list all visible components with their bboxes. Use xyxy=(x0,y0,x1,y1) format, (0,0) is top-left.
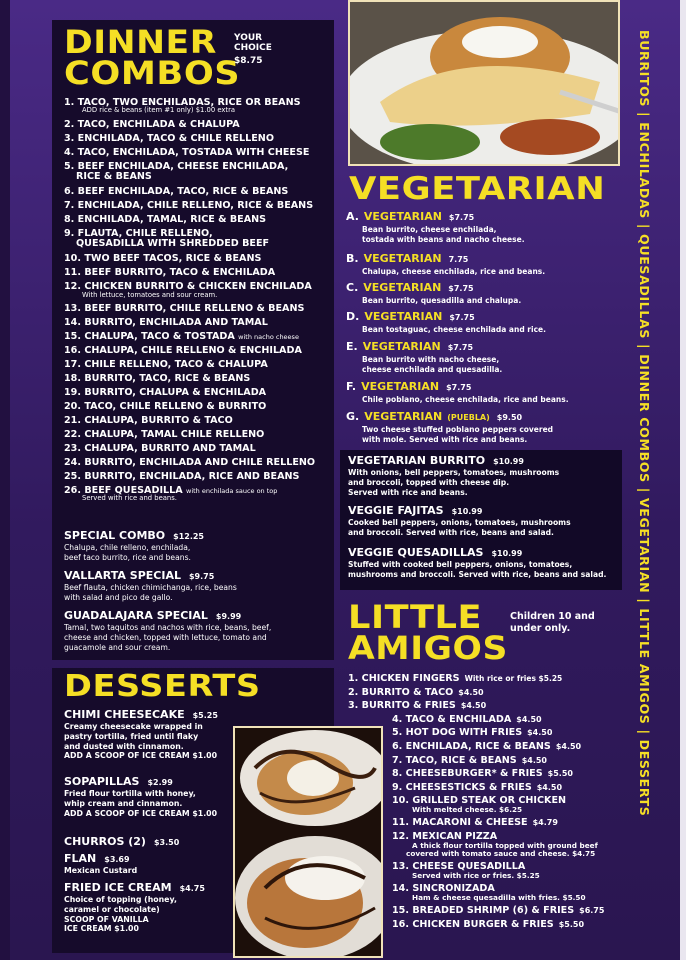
special-price: $9.75 xyxy=(188,572,215,581)
veg-name: VEGETARIAN xyxy=(364,410,443,423)
combo-item: 17. CHILE RELLENO, TACO & CHALUPA xyxy=(64,359,268,370)
amigo-item: 14. SINCRONIZADA xyxy=(392,883,495,895)
combo-item: 4. TACO, ENCHILADA, TOSTADA WITH CHEESE xyxy=(64,146,310,158)
dessert-price: $3.69 xyxy=(104,855,130,864)
dessert-name: CHURROS (2) $3.50 xyxy=(64,835,180,848)
combo-item: 9. FLAUTA, CHILE RELLENO, xyxy=(64,228,213,239)
dessert-photo xyxy=(233,726,383,958)
veg-price: $7.75 xyxy=(446,383,472,392)
dessert-desc: ADD A SCOOP OF ICE CREAM $1.00 xyxy=(64,808,218,818)
amigo-item: 5. HOT DOG WITH FRIES $4.50 xyxy=(392,727,553,739)
veg-price: $9.50 xyxy=(496,413,523,422)
amigo-item: 15. BREADED SHRIMP (6) & FRIES $6.75 xyxy=(392,905,605,917)
amigo-item: 12. MEXICAN PIZZA xyxy=(392,831,498,842)
dessert-desc: caramel or chocolate) xyxy=(64,904,160,914)
combo-item: 15. CHALUPA, TACO & TOSTADA with nacho cheese xyxy=(64,331,299,342)
amigo-sub: Ham & cheese quesadilla with fries. $5.50 xyxy=(412,893,586,902)
amigo-price: $6.75 xyxy=(579,906,605,916)
combo-item: 20. TACO, CHILE RELLENO & BURRITO xyxy=(64,401,267,412)
amigo-item: 16. CHICKEN BURGER & FRIES $5.50 xyxy=(392,919,585,930)
dinner-title-line1: DINNER xyxy=(64,23,217,61)
amigo-item: 2. BURRITO & TACO $4.50 xyxy=(348,686,484,698)
veg-extra-desc: and broccoli. Served with rice, beans and salad. xyxy=(348,527,554,537)
veg-desc: Bean burrito, quesadilla and chalupa. xyxy=(362,296,522,305)
special-desc: beef taco burrito, rice and beans. xyxy=(64,552,191,562)
dessert-desc: Fried flour tortilla with honey, xyxy=(64,789,196,798)
veg-extra-name: VEGETARIAN BURRITO $10.99 xyxy=(348,454,524,467)
amigo-price: $4.50 xyxy=(555,742,582,751)
special-desc: Tamal, two taquitos and nachos with rice, beans, beef, xyxy=(64,623,272,632)
dessert-price: $2.99 xyxy=(147,778,173,787)
veg-desc: Bean burrito with nacho cheese, xyxy=(362,355,500,364)
veg-extra-desc: With onions, bell peppers, tomatoes, mushrooms xyxy=(348,468,560,477)
veg-desc: Two cheese stuffed poblano peppers covered xyxy=(362,425,554,434)
combo-item: 19. BURRITO, CHALUPA & ENCHILADA xyxy=(64,387,267,398)
veg-desc: tostada with beans and nacho cheese. xyxy=(362,234,525,244)
combo-item: 3. ENCHILADA, TACO & CHILE RELLENO xyxy=(64,132,274,144)
dessert-price: $4.75 xyxy=(179,884,205,893)
combo-item: 6. BEEF ENCHILADA, TACO, RICE & BEANS xyxy=(64,186,289,197)
veg-extra-price: $10.99 xyxy=(491,549,523,558)
veg-price: $7.75 xyxy=(448,284,474,293)
amigo-note: With rice or fries $5.25 xyxy=(464,674,563,683)
amigo-price: $5.50 xyxy=(547,769,573,779)
veg-item: B. VEGETARIAN 7.75 xyxy=(346,252,469,265)
veg-name: VEGETARIAN xyxy=(361,380,440,393)
category-sidebar xyxy=(622,30,656,930)
dessert-desc: pastry tortilla, fried until flaky xyxy=(64,731,199,741)
dessert-name: FRIED ICE CREAM $4.75 xyxy=(64,881,205,894)
veg-extra-price: $10.99 xyxy=(451,507,483,516)
dessert-desc: ADD A SCOOP OF ICE CREAM $1.00 xyxy=(64,751,218,761)
combo-item: 24. BURRITO, ENCHILADA AND CHILE RELLENO xyxy=(64,457,316,468)
dessert-price: $5.25 xyxy=(192,711,218,720)
dessert-desc: ICE CREAM $1.00 xyxy=(64,924,139,934)
dinner-note-price: $8.75 xyxy=(234,56,263,66)
veg-extra-price: $10.99 xyxy=(493,457,524,466)
dessert-desc: Mexican Custard xyxy=(64,866,138,875)
amigo-item: 1. CHICKEN FINGERS With rice or fries $5.25 xyxy=(348,673,563,684)
combo-item-note: with enchilada sauce on top xyxy=(186,487,278,495)
veg-desc: Bean tostaguac, cheese enchilada and rice. xyxy=(362,325,546,334)
amigo-item: 13. CHEESE QUESADILLA xyxy=(392,861,526,873)
combo-item: 11. BEEF BURRITO, TACO & ENCHILADA xyxy=(64,267,276,279)
veg-item: D. VEGETARIAN $7.75 xyxy=(346,310,475,323)
amigos-title-line2: AMIGOS xyxy=(348,629,508,667)
combo-item: 10. TWO BEEF TACOS, RICE & BEANS xyxy=(64,253,262,265)
special-desc: guacamole and sour cream. xyxy=(64,642,171,652)
combo-item: 21. CHALUPA, BURRITO & TACO xyxy=(64,415,233,426)
amigo-item: 3. BURRITO & FRIES $4.50 xyxy=(348,700,487,712)
veg-desc: with mole. Served with rice and beans. xyxy=(362,434,528,444)
amigo-item: 4. TACO & ENCHILADA $4.50 xyxy=(392,713,542,725)
special-desc: cheese and chicken, topped with lettuce, tomato and xyxy=(64,632,267,642)
amigo-item: 11. MACARONI & CHEESE $4.79 xyxy=(392,817,558,829)
amigo-price: $5.50 xyxy=(558,920,585,929)
veg-extra-desc: Cooked bell peppers, onions, tomatoes, mushrooms xyxy=(348,518,571,527)
dessert-price: $3.50 xyxy=(153,838,180,847)
combo-item: 16. CHALUPA, CHILE RELLENO & ENCHILADA xyxy=(64,345,302,356)
combo-item: 23. CHALUPA, BURRITO AND TAMAL xyxy=(64,443,256,454)
combo-item-note: with nacho cheese xyxy=(238,333,299,341)
veg-desc: Chalupa, cheese enchilada, rice and beans. xyxy=(362,267,546,276)
amigos-title-line1: LITTLE xyxy=(348,598,483,636)
dessert-desc: Creamy cheesecake wrapped in xyxy=(64,722,203,731)
veg-item: C. VEGETARIAN $7.75 xyxy=(346,281,474,294)
amigo-sub: A thick flour tortilla topped with ground beef xyxy=(412,840,598,850)
veg-price: $7.75 xyxy=(447,343,474,352)
amigo-price: $4.50 xyxy=(527,728,553,738)
veg-item: F. VEGETARIAN $7.75 xyxy=(346,380,472,393)
amigo-item: 9. CHEESESTICKS & FRIES $4.50 xyxy=(392,781,563,793)
veg-extra-name: VEGGIE QUESADILLAS $10.99 xyxy=(348,546,523,559)
vegetarian-title: VEGETARIAN xyxy=(349,171,606,207)
amigo-price: $4.50 xyxy=(458,687,484,697)
combo-item: 12. CHICKEN BURRITO & CHICKEN ENCHILADA xyxy=(64,281,312,293)
veg-name: VEGETARIAN xyxy=(363,210,442,223)
dessert-name: SOPAPILLAS $2.99 xyxy=(64,775,173,788)
combo-item: 18. BURRITO, TACO, RICE & BEANS xyxy=(64,373,251,384)
right-edge xyxy=(680,0,686,960)
special-desc: with salad and pico de gallo. xyxy=(64,592,173,602)
amigo-price: $4.50 xyxy=(460,701,487,711)
special-price: $9.99 xyxy=(215,612,242,621)
combo-item: 2. TACO, ENCHILADA & CHALUPA xyxy=(64,118,240,130)
dessert-name: FLAN $3.69 xyxy=(64,852,130,865)
veg-extra-desc: and broccoli, topped with cheese dip. xyxy=(348,477,510,487)
veg-name: VEGETARIAN xyxy=(362,340,441,353)
special-price: $12.25 xyxy=(173,532,204,541)
dinner-title-line2: COMBOS xyxy=(64,54,241,92)
combo-item-cont: RICE & BEANS xyxy=(76,171,152,182)
amigo-item: 8. CHEESEBURGER* & FRIES $5.50 xyxy=(392,768,573,780)
combo-item-sub: Served with rice and beans. xyxy=(82,494,177,503)
combo-item: 22. CHALUPA, TAMAL CHILE RELLENO xyxy=(64,429,265,440)
veg-name: VEGETARIAN xyxy=(364,310,443,323)
amigo-item: 10. GRILLED STEAK OR CHICKEN xyxy=(392,795,567,807)
combo-item-sub: ADD rice & beans (item #1 only) $1.00 extra xyxy=(82,106,236,115)
veg-desc: Chile poblano, cheese enchilada, rice and beans. xyxy=(362,395,569,404)
dessert-desc: whip cream and cinnamon. xyxy=(64,798,183,808)
amigo-price: $4.50 xyxy=(521,755,547,765)
veg-extra-name: VEGGIE FAJITAS $10.99 xyxy=(348,504,483,517)
amigos-note: Children 10 and under only. xyxy=(510,611,595,634)
desserts-title: DESSERTS xyxy=(64,669,261,704)
dessert-desc: and dusted with cinnamon. xyxy=(64,741,184,751)
amigo-price: $4.79 xyxy=(532,818,558,828)
combo-item: 7. ENCHILADA, CHILE RELLENO, RICE & BEANS xyxy=(64,200,314,211)
sidebar-text: BURRITOS | ENCHILADAS | QUESADILLAS | DINNER COMBOS | VEGETARIAN | LITTLE AMIGOS | DESSERTS xyxy=(637,30,652,817)
combo-item: 5. BEEF ENCHILADA, CHEESE ENCHILADA, xyxy=(64,160,289,172)
special-name: SPECIAL COMBO $12.25 xyxy=(64,529,204,542)
amigo-price: $4.50 xyxy=(516,714,542,724)
veg-name: VEGETARIAN xyxy=(363,252,442,265)
combo-item: 25. BURRITO, ENCHILADA, RICE AND BEANS xyxy=(64,471,300,482)
left-edge xyxy=(0,0,10,960)
veg-desc: Bean burrito, cheese enchilada, xyxy=(362,225,497,234)
veg-item: G. VEGETARIAN (PUEBLA) $9.50 xyxy=(346,410,523,423)
combo-item-sub: With lettuce, tomatoes and sour cream. xyxy=(82,290,218,299)
combo-item: 26. BEEF QUESADILLA with enchilada sauce on top xyxy=(64,485,278,496)
special-desc: Chalupa, chile relleno, enchilada, xyxy=(64,543,191,552)
combo-item: 1. TACO, TWO ENCHILADAS, RICE OR BEANS xyxy=(64,97,301,108)
amigo-price: $4.50 xyxy=(536,782,563,792)
dessert-name: CHIMI CHEESECAKE $5.25 xyxy=(64,708,218,721)
special-desc: Beef flauta, chicken chimichanga, rice, beans xyxy=(64,583,237,592)
special-name: GUADALAJARA SPECIAL $9.99 xyxy=(64,609,242,622)
combo-item: 14. BURRITO, ENCHILADA AND TAMAL xyxy=(64,317,268,328)
veg-extra-desc: Stuffed with cooked bell peppers, onions, tomatoes, xyxy=(348,560,573,569)
combo-item: 13. BEEF BURRITO, CHILE RELLENO & BEANS xyxy=(64,303,305,314)
vegetarian-photo xyxy=(348,0,620,166)
combo-item: 8. ENCHILADA, TAMAL, RICE & BEANS xyxy=(64,214,267,225)
veg-variant: (PUEBLA) xyxy=(447,413,490,422)
veg-item: E. VEGETARIAN $7.75 xyxy=(346,340,474,353)
veg-price: $7.75 xyxy=(449,313,475,322)
amigo-item: 6. ENCHILADA, RICE & BEANS $4.50 xyxy=(392,741,582,752)
veg-price: 7.75 xyxy=(448,255,469,264)
veg-price: $7.75 xyxy=(448,213,475,222)
veg-extra-desc: mushrooms and broccoli. Served with rice, beans and salad. xyxy=(348,569,607,579)
amigo-item: 7. TACO, RICE & BEANS $4.50 xyxy=(392,754,547,766)
veg-item: A. VEGETARIAN $7.75 xyxy=(346,210,475,223)
amigo-sub2: covered with tomato sauce and cheese. $4.75 xyxy=(406,849,596,858)
dessert-desc: Choice of topping (honey, xyxy=(64,895,177,904)
amigo-sub: With melted cheese. $6.25 xyxy=(412,805,523,814)
dinner-note: YOUR CHOICE xyxy=(234,33,272,53)
dessert-desc: SCOOP OF VANILLA xyxy=(64,914,149,924)
veg-extra-desc: Served with rice and beans. xyxy=(348,487,468,497)
amigo-sub: Served with rice or fries. $5.25 xyxy=(412,871,540,880)
veg-desc: cheese enchilada and quesadilla. xyxy=(362,364,503,374)
special-name: VALLARTA SPECIAL $9.75 xyxy=(64,569,215,582)
combo-item-cont: QUESADILLA WITH SHREDDED BEEF xyxy=(76,238,270,250)
veg-name: VEGETARIAN xyxy=(363,281,442,294)
